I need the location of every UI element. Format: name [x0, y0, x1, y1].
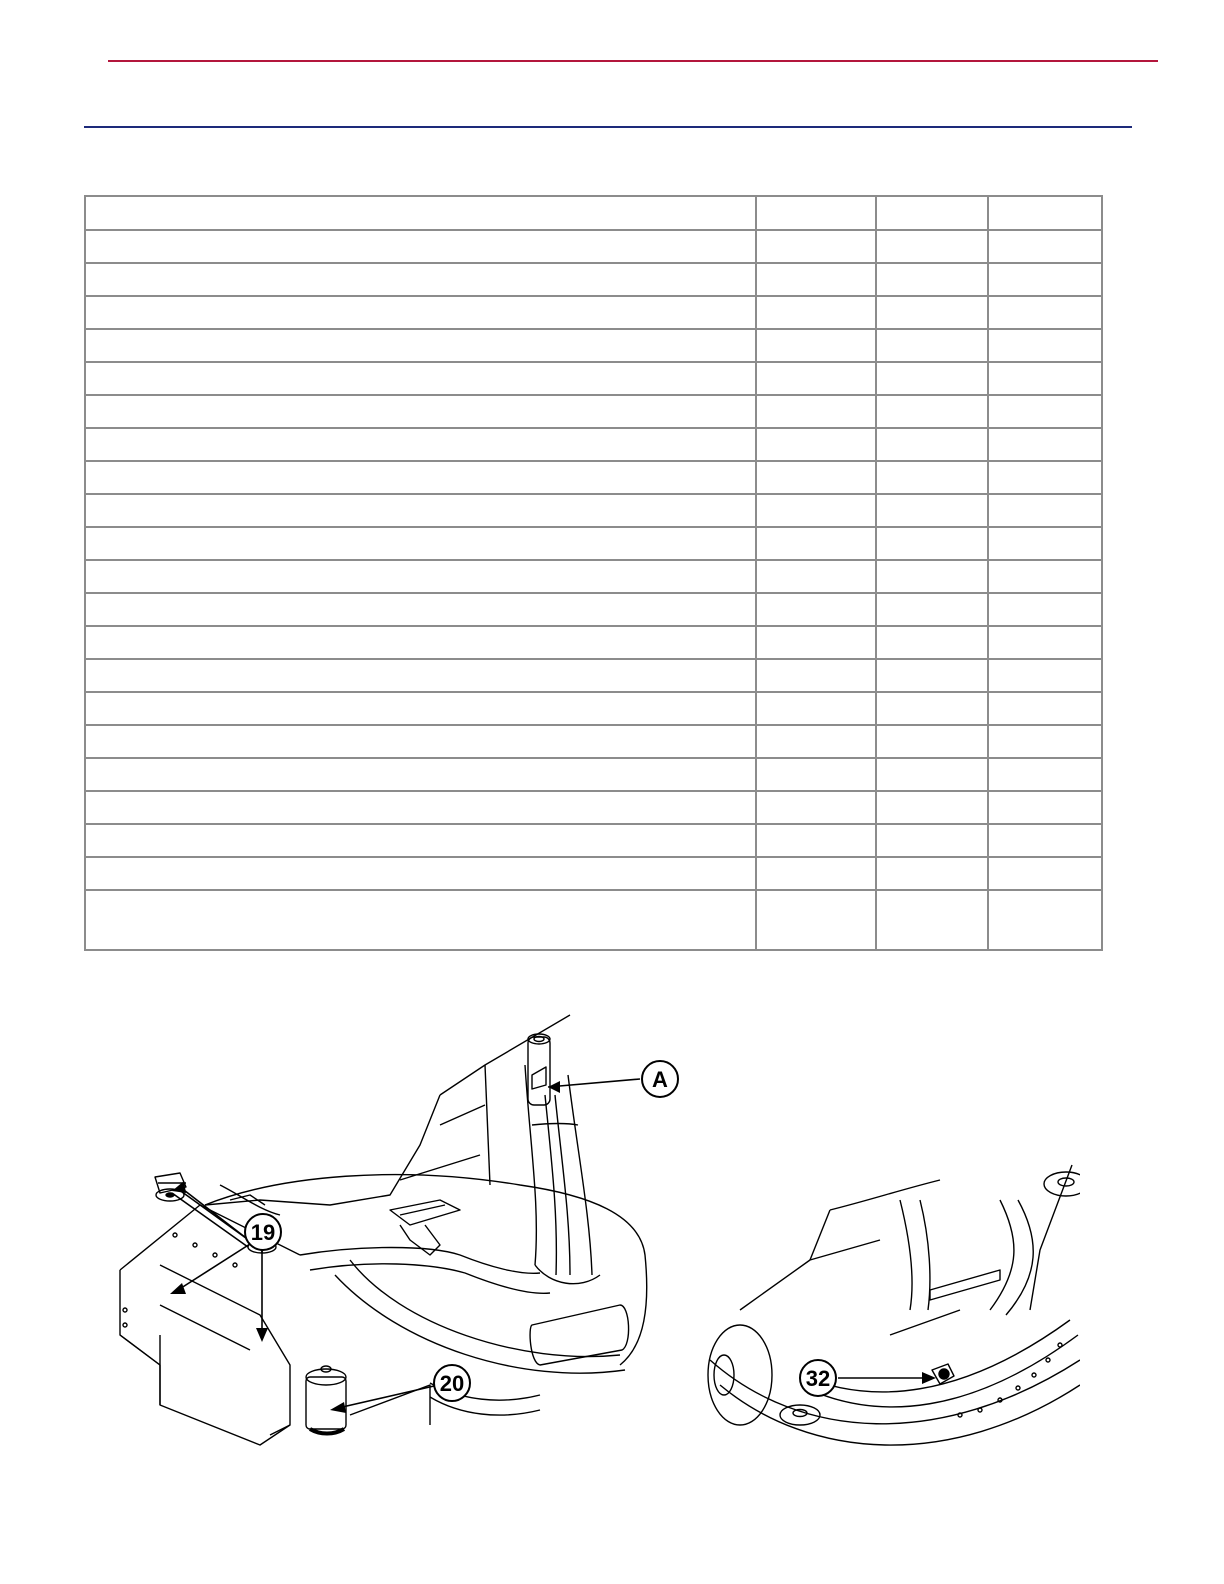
callout-a-label: A [652, 1067, 668, 1092]
callout-19-label: 19 [250, 1220, 276, 1245]
callout-32-group [800, 1360, 936, 1396]
callout-32-label: 32 [805, 1366, 831, 1391]
callout-20-label: 20 [439, 1371, 465, 1396]
